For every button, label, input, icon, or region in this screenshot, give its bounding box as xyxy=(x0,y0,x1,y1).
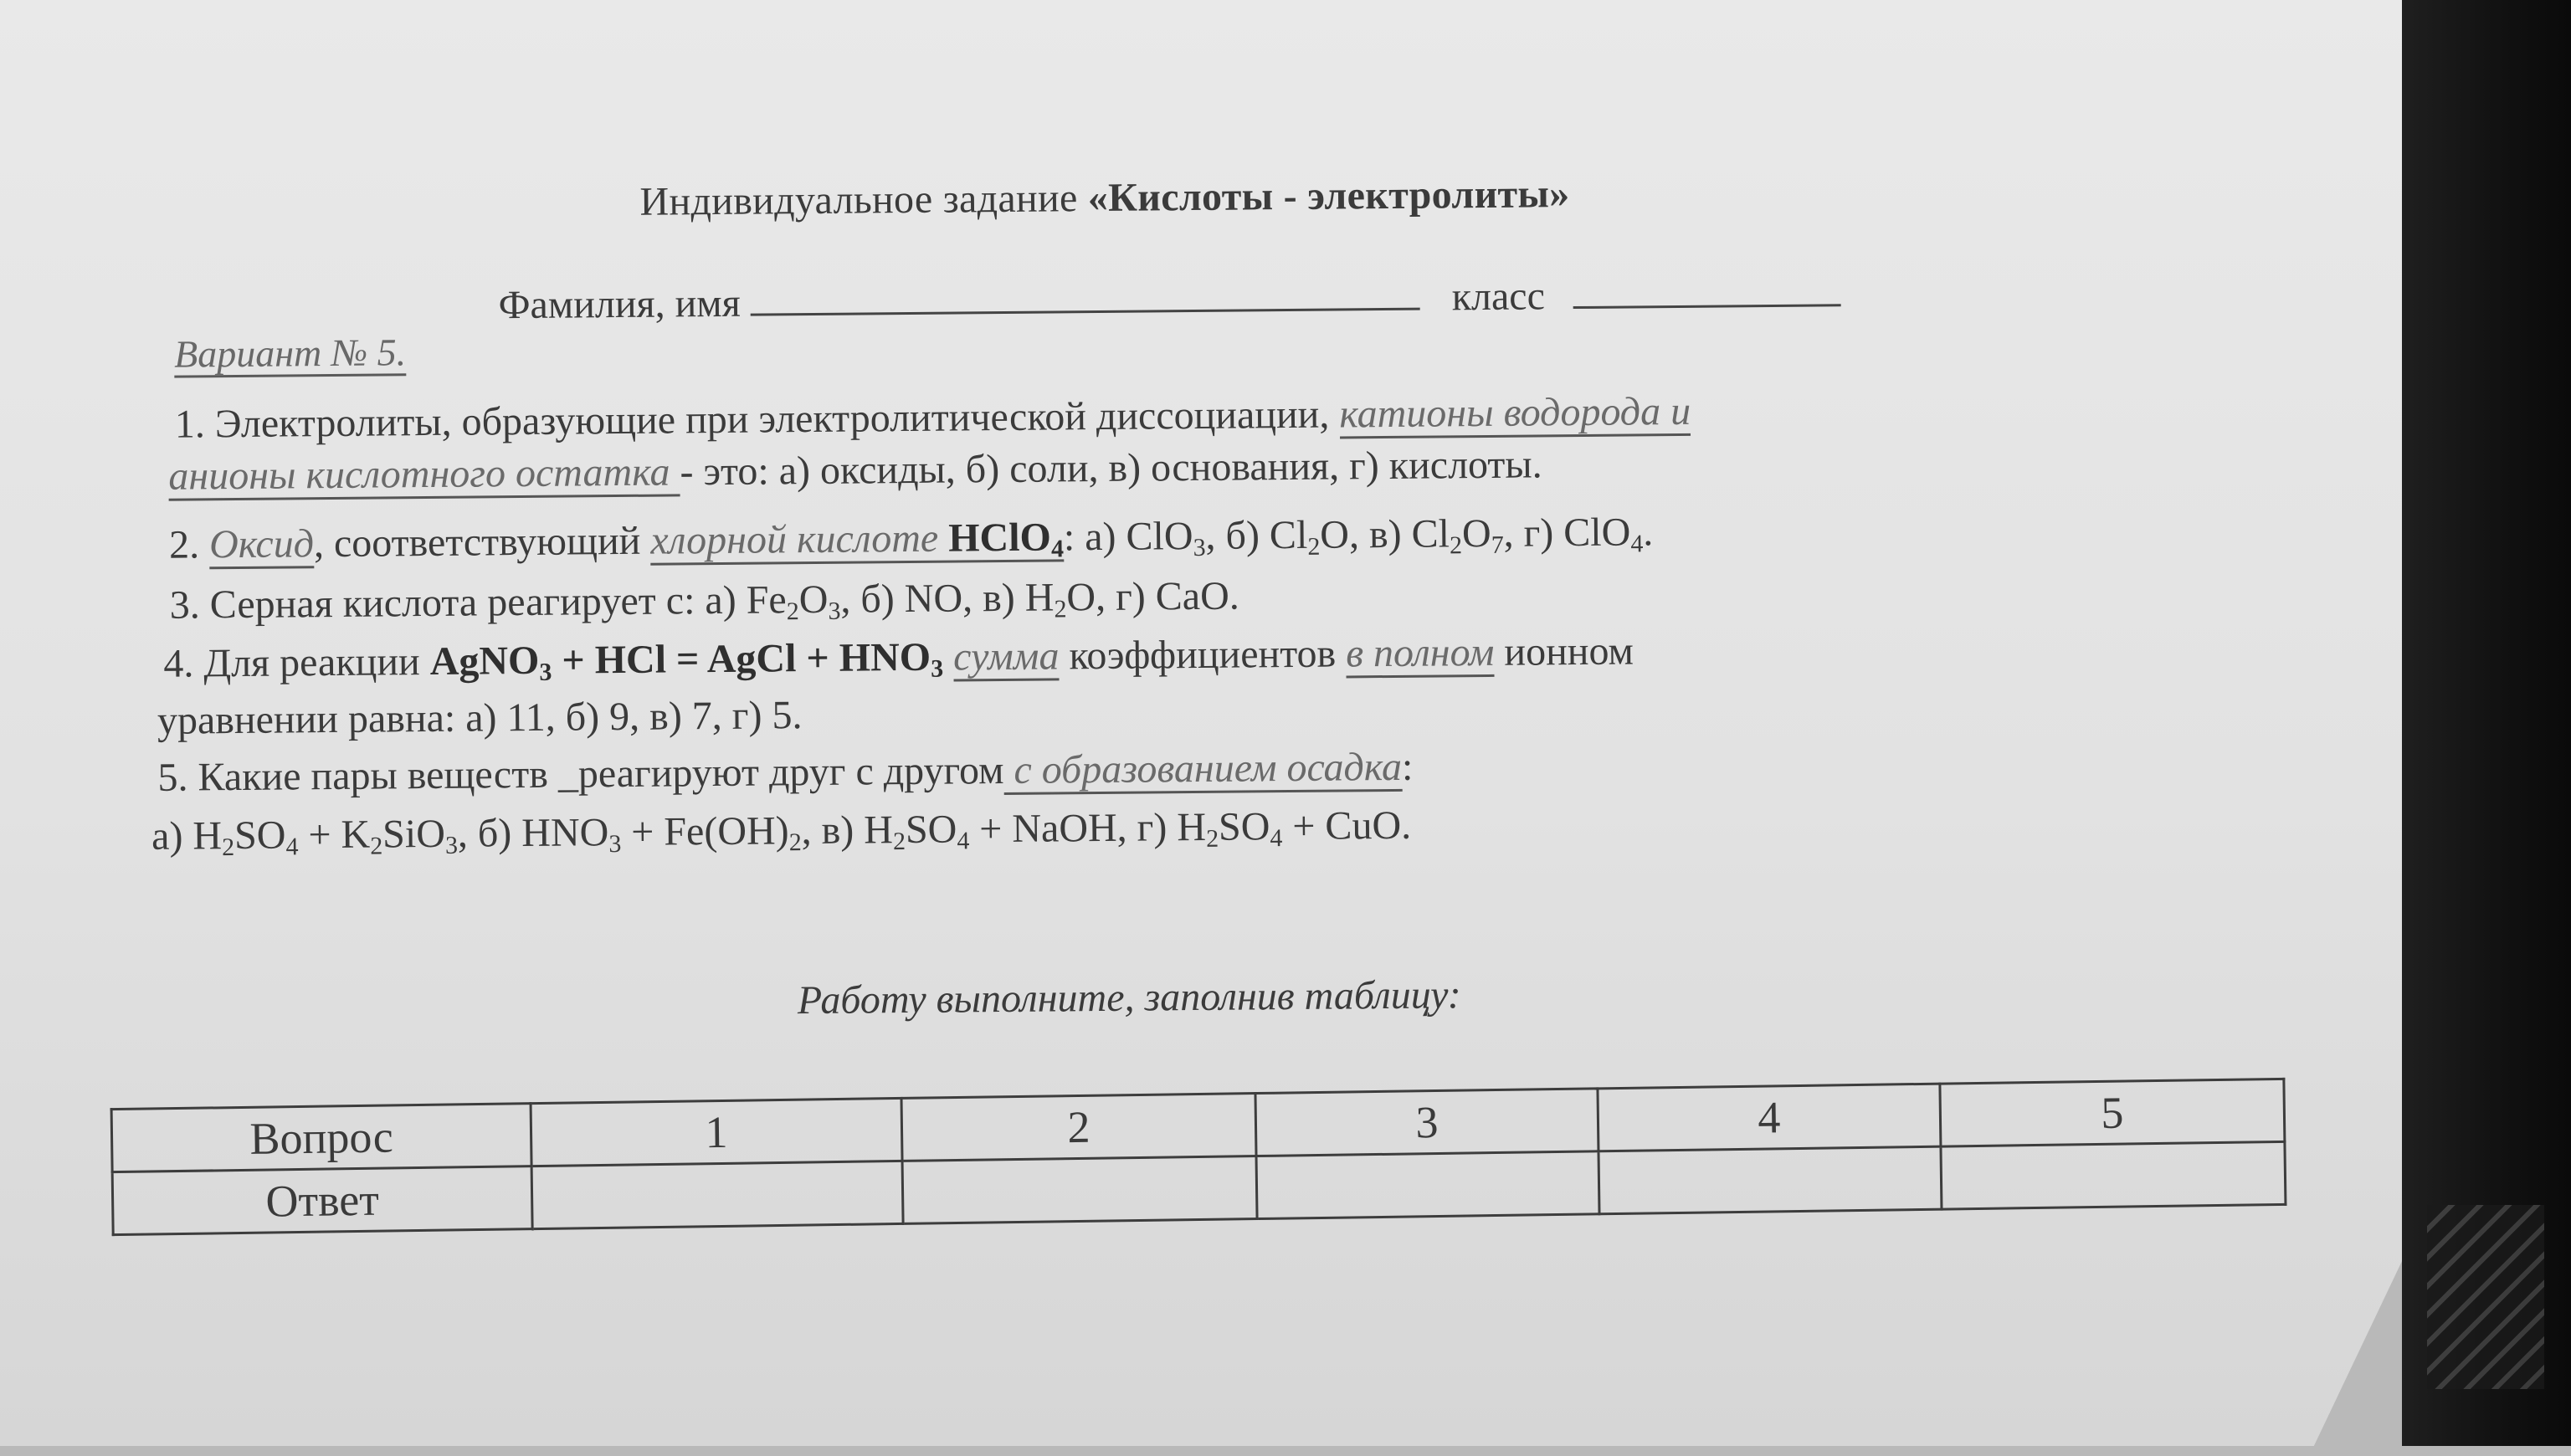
q3-mid: O xyxy=(798,577,829,623)
answer-cell-3[interactable] xyxy=(1256,1151,1599,1219)
q2-opt-b-sub: 2 xyxy=(1307,532,1321,561)
question-3 xyxy=(169,572,1239,630)
q5-a-s1: 2 xyxy=(222,833,235,862)
q2-end: . xyxy=(1643,510,1654,555)
q2-acid-phrase: хлорной кислоте xyxy=(650,515,949,563)
q5-text: 5. Какие пары веществ _реагируют друг с другом xyxy=(157,748,1004,800)
student-info-line xyxy=(498,270,1841,328)
q4-full-word: в полном xyxy=(1346,630,1495,679)
q5-c-s1: 2 xyxy=(892,828,906,856)
q2-opt-d-sub: 4 xyxy=(1630,530,1644,558)
q3-sub1: 2 xyxy=(786,597,799,626)
q2-acid xyxy=(650,515,1064,565)
q2-opt-c-sub2: 7 xyxy=(1491,531,1504,559)
q4-space xyxy=(943,635,953,679)
q5-b-s1: 3 xyxy=(608,830,622,859)
question-5-options xyxy=(151,802,1411,861)
q5-a-s3: 2 xyxy=(370,832,383,860)
q4-eq-b: + HCl = AgCl + HNO xyxy=(552,634,931,683)
title-bold: «Кислоты - электролиты» xyxy=(1087,172,1570,221)
q4-text2: коэффициентов xyxy=(1059,631,1347,679)
q2-opt-c: O, в) Cl xyxy=(1320,511,1450,557)
q3-sub2: 3 xyxy=(828,597,841,625)
q5-a-s2: 4 xyxy=(285,833,299,861)
q5-c2: SO xyxy=(905,807,957,853)
q4-options: уравнении равна: а) 11, б) 9, в) 7, г) 5. xyxy=(157,693,803,743)
q2-number: 2. xyxy=(168,522,210,567)
answer-cell-2[interactable] xyxy=(902,1156,1257,1224)
q1-options: - это: а) оксиды, б) соли, в) основания, г) кислоты. xyxy=(680,442,1542,495)
q5-c-s2: 4 xyxy=(957,827,970,855)
title-prefix: Индивидуальное задание xyxy=(639,176,1089,224)
worksheet-title xyxy=(639,171,1569,225)
name-blank-field[interactable] xyxy=(751,274,1420,316)
background-pattern xyxy=(2427,1205,2544,1389)
q5-d3: + CuO. xyxy=(1282,802,1412,849)
q2-acid-sub: 4 xyxy=(1050,535,1065,563)
question-5-line-1 xyxy=(157,743,1413,802)
q2-opt-c-sub1: 2 xyxy=(1449,531,1463,560)
q2-text: , соответствующий xyxy=(313,518,651,567)
table-col-3: 3 xyxy=(1255,1089,1599,1156)
q2-acid-formula: HClO xyxy=(947,515,1052,561)
answer-cell-1[interactable] xyxy=(531,1161,903,1228)
table-col-4: 4 xyxy=(1598,1084,1941,1151)
q5-b2: + Fe(OH) xyxy=(621,808,789,855)
q4-sum-word: сумма xyxy=(953,633,1060,681)
q4-eq-b-sub: 3 xyxy=(931,654,944,683)
q3-end: O, г) CaO. xyxy=(1066,573,1239,620)
question-4-line-2 xyxy=(157,691,803,746)
instruction-text: Работу выполните, заполнив таблицу: xyxy=(797,972,1461,1023)
q4-text: 4. Для реакции xyxy=(163,638,430,686)
table-header-answer: Ответ xyxy=(112,1166,532,1235)
question-1-line-2 xyxy=(168,440,1542,500)
q3-text: 3. Серная кислота реагирует с: а) Fe xyxy=(169,577,787,628)
q5-c1: , в) H xyxy=(801,807,894,854)
answer-table xyxy=(110,1078,2287,1236)
answer-cell-4[interactable] xyxy=(1599,1146,1942,1214)
q5-d2: SO xyxy=(1218,804,1270,849)
q5-a3: + K xyxy=(298,812,371,858)
q2-opt-b: , б) Cl xyxy=(1205,512,1308,558)
question-4-line-1 xyxy=(163,627,1634,688)
question-2 xyxy=(169,508,1654,569)
q2-opt-c-mid: O xyxy=(1461,510,1491,556)
table-header-question: Вопрос xyxy=(111,1104,531,1172)
variant-label: Вариант № 5. xyxy=(174,333,406,377)
question-1-line-1 xyxy=(175,387,1691,449)
answer-cell-5[interactable] xyxy=(1941,1141,2286,1209)
table-col-2: 2 xyxy=(901,1094,1256,1161)
q2-oxide-word: Оксид xyxy=(209,521,314,569)
q4-eq-a-sub: 3 xyxy=(539,658,552,686)
q3-rest: , б) NO, в) H xyxy=(840,575,1055,622)
q1-underlined-phrase: катионы водорода и xyxy=(1339,389,1691,439)
class-blank-field[interactable] xyxy=(1573,270,1841,309)
q5-c3: + NaOH, г) H xyxy=(969,804,1207,852)
q2-opt-d: , г) ClO xyxy=(1503,510,1631,556)
q5-d-s2: 4 xyxy=(1270,824,1283,853)
q2-opt-a-sub: 3 xyxy=(1193,533,1206,562)
q5-a2: SO xyxy=(233,813,286,859)
q2-opt-a: : а) ClO xyxy=(1063,514,1193,560)
q5-underlined-phrase: с образованием осадка xyxy=(1003,745,1402,795)
q3-sub3: 2 xyxy=(1054,595,1067,623)
class-label: класс xyxy=(1451,274,1546,320)
q1-underlined-phrase-2: анионы кислотного остатка xyxy=(168,449,680,500)
q5-d-s1: 2 xyxy=(1205,824,1219,853)
q5-b-s2: 2 xyxy=(788,828,802,857)
table-col-1: 1 xyxy=(531,1098,902,1166)
dark-background-edge xyxy=(2402,0,2571,1446)
q5-a-s4: 3 xyxy=(444,831,459,859)
q4-eq-a: AgNO xyxy=(429,638,540,684)
q5-a1: а) H xyxy=(151,813,223,859)
q5-a4: SiO xyxy=(382,811,446,857)
q4-text3: ионном xyxy=(1494,628,1634,674)
q5-b1: , б) HNO xyxy=(457,810,609,856)
name-label: Фамилия, имя xyxy=(498,280,741,328)
q5-colon: : xyxy=(1401,744,1414,789)
q1-text: 1. Электролиты, образующие при электролитической диссоциации, xyxy=(174,392,1340,447)
table-col-5: 5 xyxy=(1940,1079,2285,1146)
